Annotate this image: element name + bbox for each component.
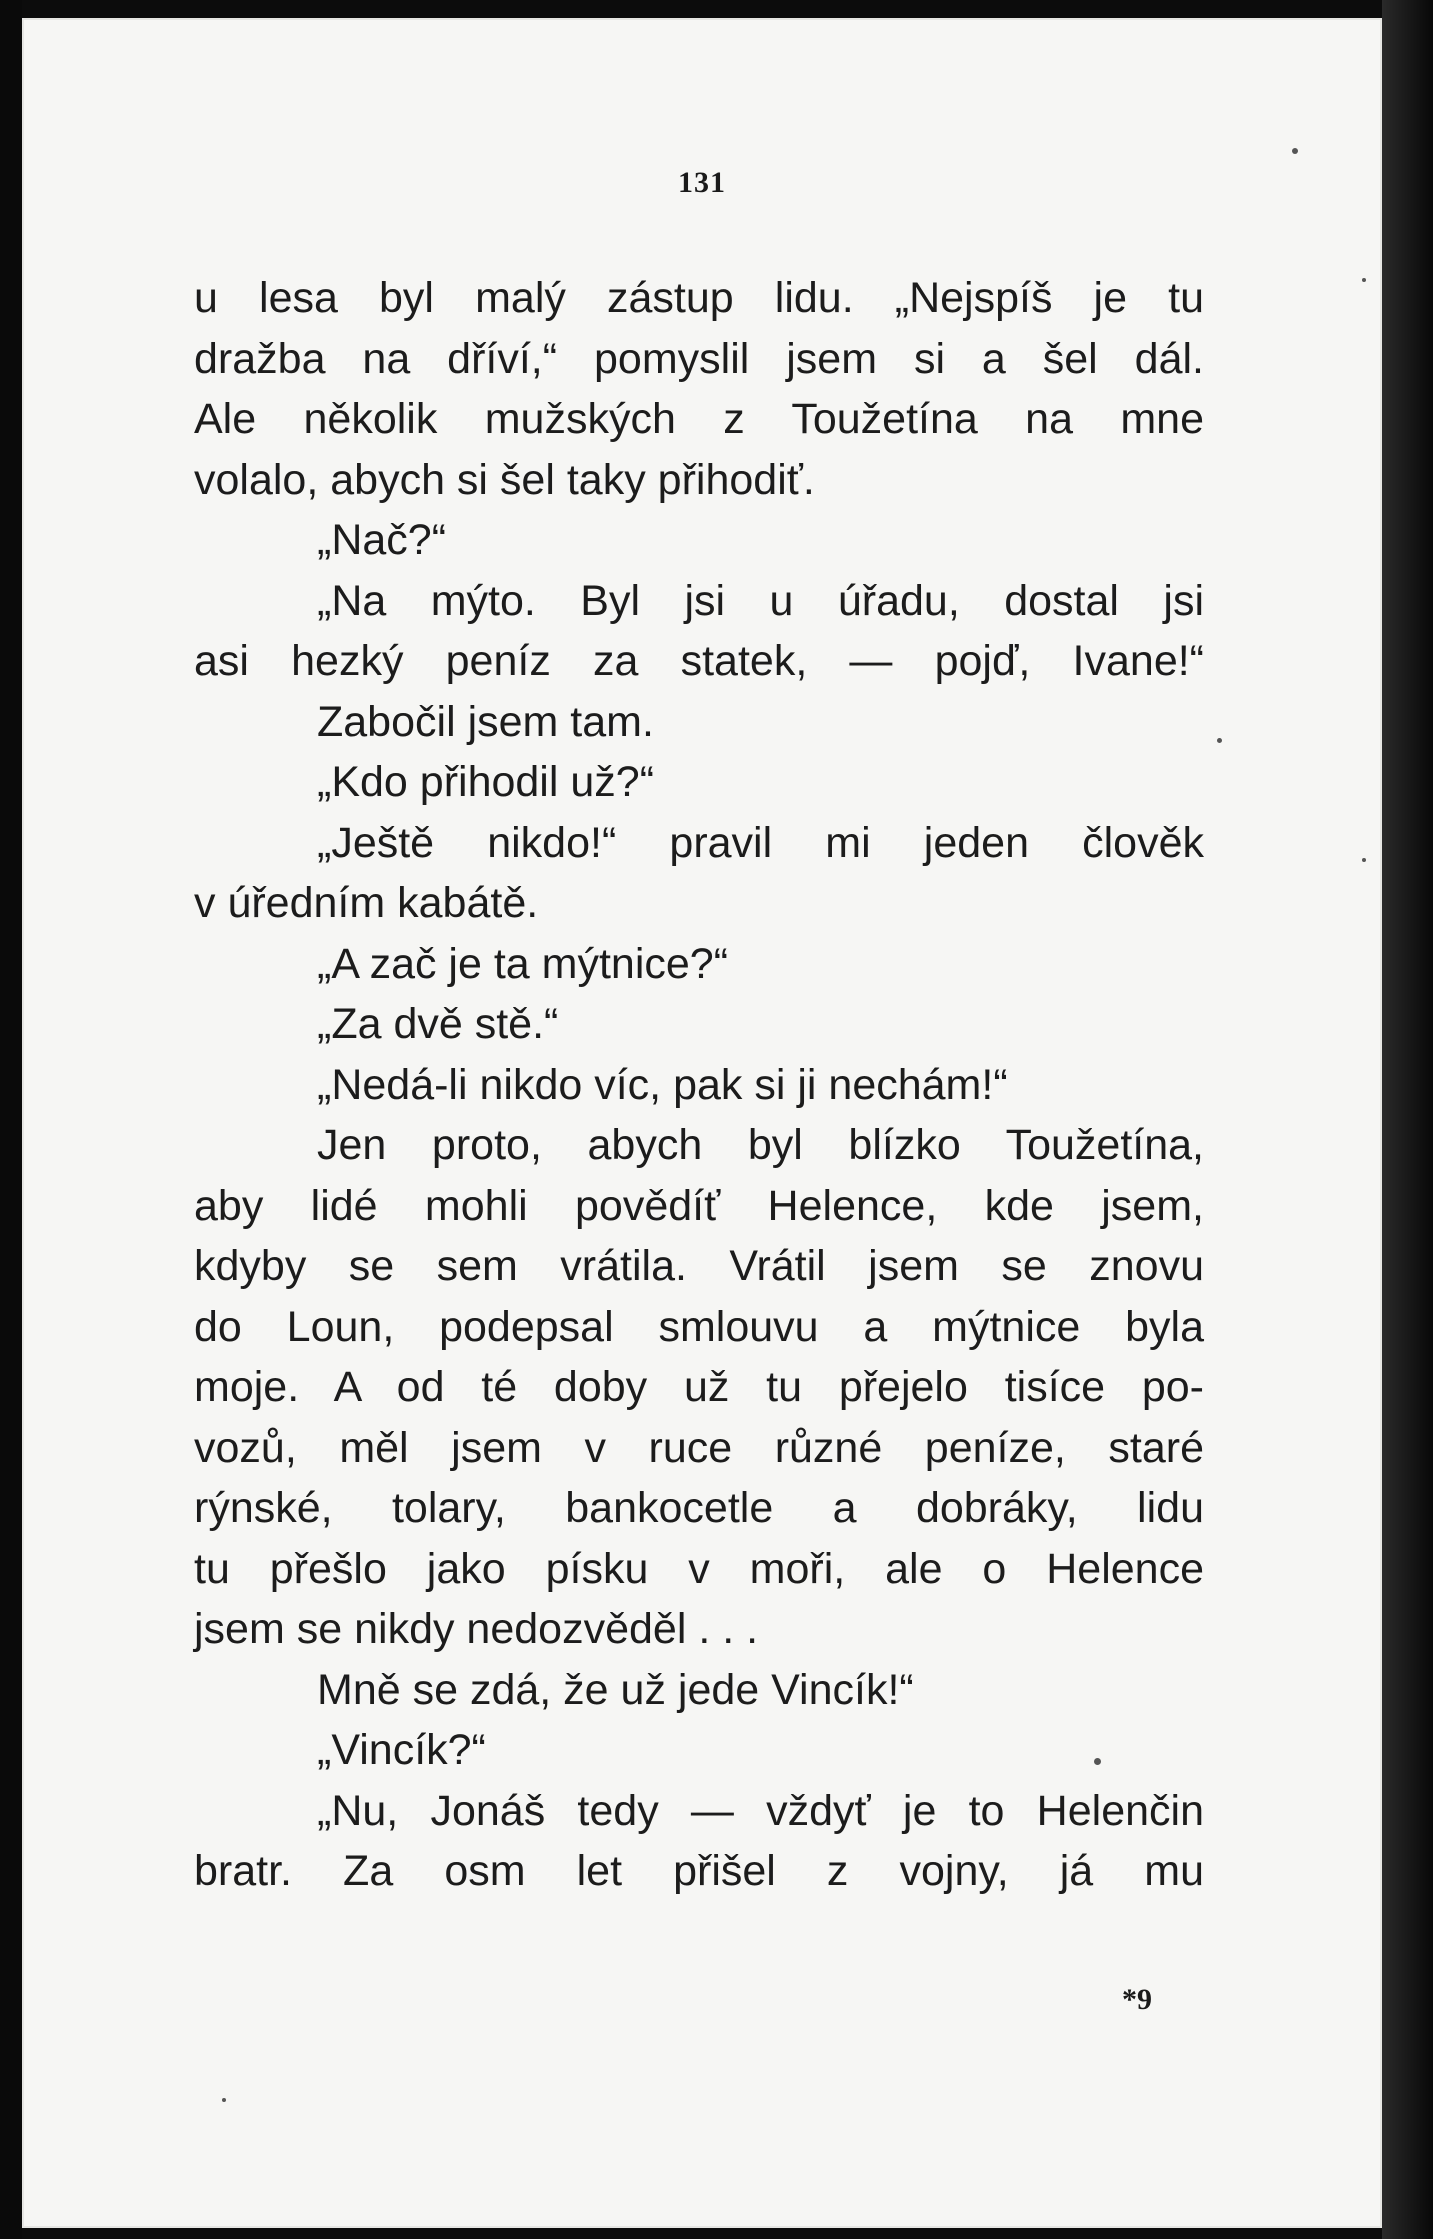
dust-speck (1292, 148, 1298, 154)
text-line: „Za dvě stě.“ (317, 1000, 559, 1048)
text-line: „Na mýto. Byl jsi u úřadu, dostal jsi (317, 576, 1204, 625)
dust-speck (1362, 278, 1366, 282)
text-line: „Vincík?“ (317, 1726, 486, 1774)
text-line: „Ještě nikdo!“ pravil mi jeden člověk (317, 818, 1204, 867)
text-line: do Loun, podepsal smlouvu a mýtnice byla (194, 1302, 1204, 1351)
text-line: u lesa byl malý zástup lidu. „Nejspíš je tu (194, 274, 1204, 322)
text-line: rýnské, tolary, bankocetle a dobráky, lidu (194, 1484, 1204, 1532)
text-line: „A zač je ta mýtnice?“ (317, 939, 729, 988)
text-line: tu přešlo jako písku v moři, ale o Helence (194, 1544, 1204, 1593)
text-line: „Nač?“ (317, 516, 447, 564)
body-text (194, 268, 1204, 1902)
dust-speck (222, 2098, 226, 2102)
text-line: Mně se zdá, že už jede Vincík!“ (317, 1665, 914, 1714)
signature-mark: *9 (1122, 1983, 1152, 2016)
text-line: dražba na dříví,“ pomyslil jsem si a šel dál. (194, 334, 1204, 383)
dust-speck (1217, 738, 1222, 743)
text-line: kdyby se sem vrátila. Vrátil jsem se znovu (194, 1242, 1204, 1290)
dust-speck (1362, 858, 1366, 862)
book-page (22, 18, 1382, 2228)
text-line: moje. A od té doby už tu přejelo tisíce po- (194, 1363, 1204, 1411)
text-line: „Nedá-li nikdo víc, pak si ji nechám!“ (317, 1060, 1008, 1109)
text-line: bratr. Za osm let přišel z vojny, já mu (194, 1847, 1204, 1895)
text-line: jsem se nikdy nedozvěděl . . . (194, 1605, 759, 1653)
text-line: „Nu, Jonáš tedy — vždyť je to Helenčin (317, 1786, 1204, 1835)
text-line: Zabočil jsem tam. (317, 697, 654, 746)
text-line: „Kdo přihodil už?“ (317, 758, 655, 806)
text-line: vozů, měl jsem v ruce různé peníze, staré (194, 1423, 1204, 1472)
binding-edge (0, 0, 22, 2239)
page-number: 131 (678, 166, 726, 199)
text-line: Jen proto, abych byl blízko Toužetína, (317, 1121, 1204, 1169)
text-line: v úředním kabátě. (194, 879, 539, 927)
page-edge-shadow (1382, 0, 1433, 2239)
text-line: Ale několik mužských z Toužetína na mne (194, 395, 1204, 443)
text-line: aby lidé mohli povědíť Helence, kde jsem, (194, 1181, 1204, 1230)
text-line: asi hezký peníz za statek, — pojď, Ivane!“ (194, 637, 1204, 685)
text-line: volalo, abych si šel taky přihodiť. (194, 455, 815, 504)
